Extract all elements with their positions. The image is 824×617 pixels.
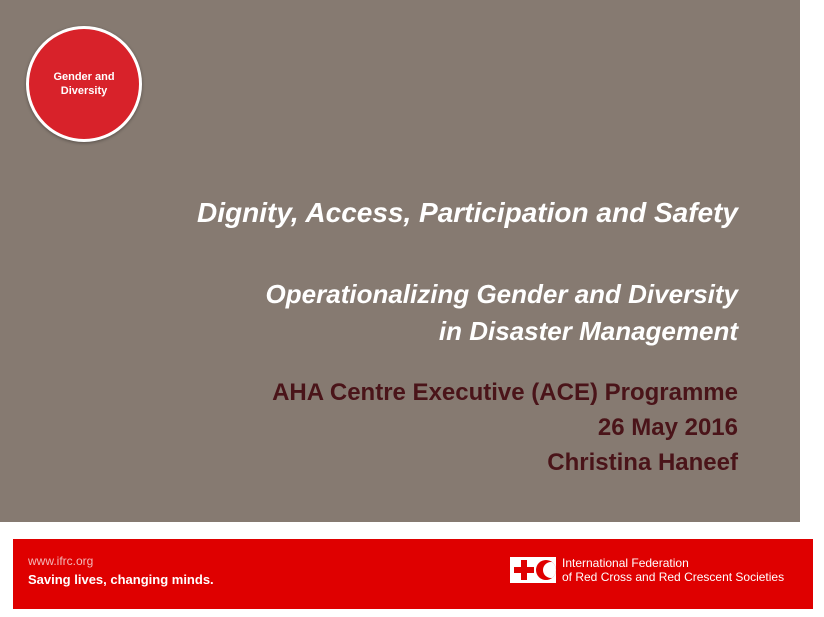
red-cross-red-crescent-logo-icon — [510, 557, 556, 583]
tagline: Saving lives, changing minds. — [28, 572, 214, 587]
subtitle-line-1: Operationalizing Gender and Diversity — [265, 279, 738, 309]
organization-name: International Federation of Red Cross and Red Crescent Societies — [562, 556, 785, 584]
gender-diversity-badge: Gender and Diversity — [26, 26, 142, 142]
programme-name: AHA Centre Executive (ACE) Programme — [272, 379, 738, 406]
presenter-name: Christina Haneef — [547, 449, 738, 476]
subtitle-line-2: in Disaster Management — [438, 316, 738, 346]
red-crescent-icon — [536, 560, 556, 580]
website-link[interactable]: www.ifrc.org — [28, 554, 94, 568]
presentation-date: 26 May 2016 — [597, 414, 738, 441]
footer-bar — [13, 539, 813, 609]
presentation-details — [272, 375, 738, 480]
slide-title: Dignity, Access, Participation and Safety — [197, 197, 738, 228]
red-cross-icon — [514, 560, 534, 580]
slide-subtitle — [266, 276, 738, 350]
